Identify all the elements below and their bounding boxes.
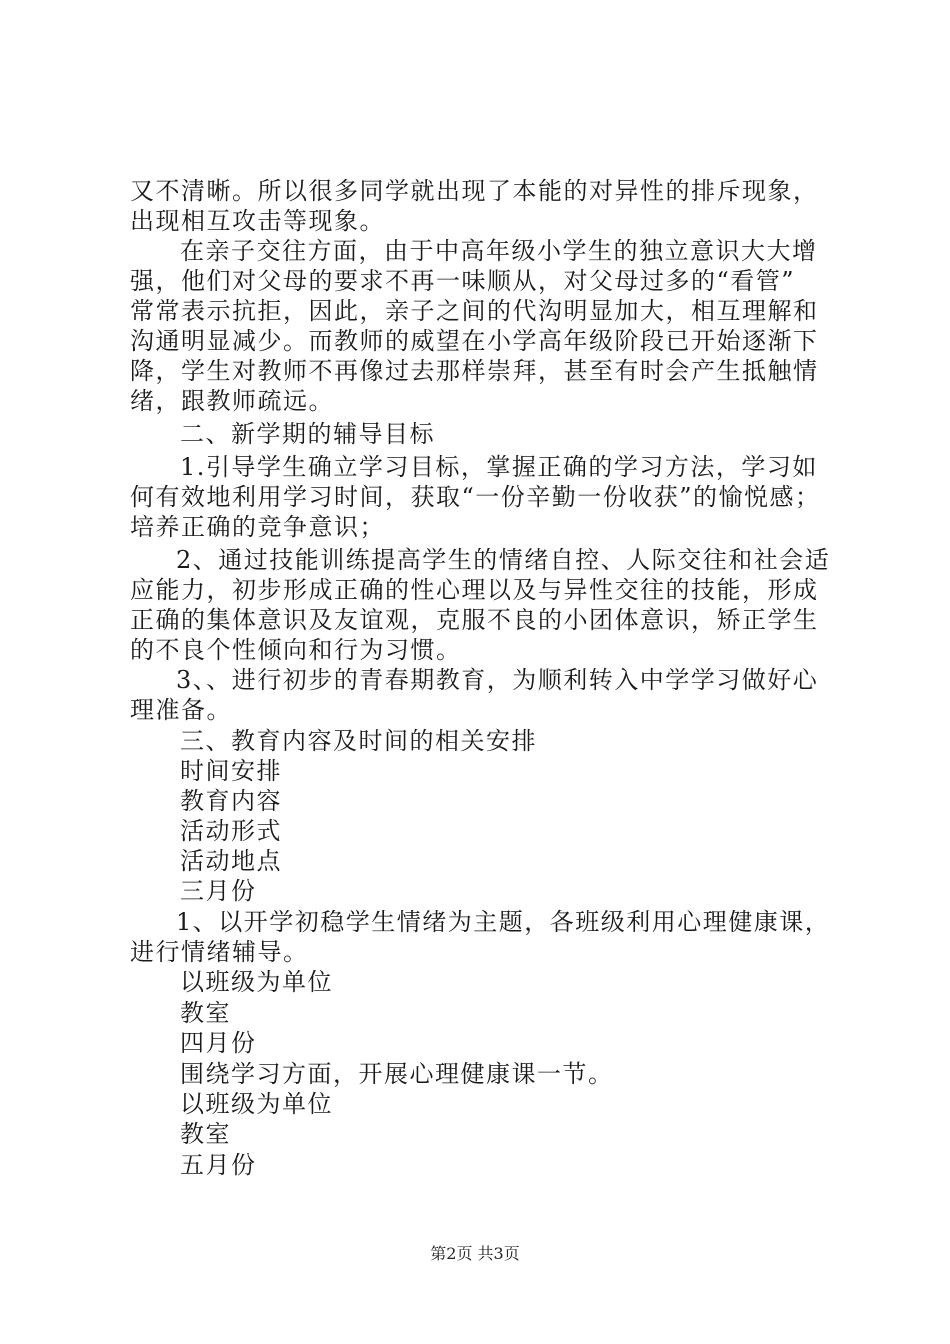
- text-line: 强，他们对父母的要求不再一味顺从，对父母过多的“看管”: [130, 267, 796, 295]
- table-cell: 五月份: [180, 1151, 257, 1179]
- table-cell: 教室: [180, 999, 231, 1027]
- page-footer: 第2页 共3页: [430, 1244, 520, 1263]
- text-line: 何有效地利用学习时间，获取“一份辛勤一份收获”的愉悦感；: [130, 483, 821, 511]
- text-line: 3、、进行初步的青春期教育，为顺利转入中学学习做好心: [176, 666, 819, 694]
- table-cell: 教育内容: [180, 787, 282, 815]
- text-line: 应能力，初步形成正确的性心理以及与异性交往的技能，形成: [130, 576, 819, 604]
- text-line: 1.引导学生确立学习目标，掌握正确的学习方法，学习如: [180, 453, 818, 481]
- table-cell: 以班级为单位: [180, 968, 333, 996]
- section-heading: 二、新学期的辅导目标: [180, 420, 435, 448]
- text-line: 理准备。: [130, 696, 232, 724]
- table-cell: 时间安排: [180, 757, 282, 785]
- table-cell: 三月份: [180, 877, 257, 905]
- table-cell: 教室: [180, 1120, 231, 1148]
- text-line: 培养正确的竞争意识；: [130, 513, 385, 541]
- text-line: 绪，跟教师疏远。: [130, 387, 334, 415]
- table-cell: 进行情绪辅导。: [130, 938, 309, 966]
- table-cell: 活动地点: [180, 847, 282, 875]
- table-cell: 以班级为单位: [180, 1090, 333, 1118]
- text-line: 正确的集体意识及友谊观，克服不良的小团体意识，矫正学生: [130, 606, 819, 634]
- text-line: 在亲子交往方面，由于中高年级小学生的独立意识大大增: [180, 237, 818, 265]
- section-heading: 三、教育内容及时间的相关安排: [180, 727, 537, 755]
- text-line: 沟通明显减少。而教师的威望在小学高年级阶段已开始逐渐下: [130, 327, 819, 355]
- table-cell: 活动形式: [180, 817, 282, 845]
- table-cell: 围绕学习方面，开展心理健康课一节。: [180, 1060, 614, 1088]
- text-line: 常常表示抗拒，因此，亲子之间的代沟明显加大，相互理解和: [130, 297, 819, 325]
- text-line: 降，学生对教师不再像过去那样崇拜，甚至有时会产生抵触情: [130, 357, 819, 385]
- text-line: 出现相互攻击等现象。: [130, 207, 385, 235]
- text-line: 2、通过技能训练提高学生的情绪自控、人际交往和社会适: [176, 546, 831, 574]
- text-line: 又不清晰。所以很多同学就出现了本能的对异性的排斥现象，: [130, 177, 819, 205]
- table-cell: 1、以开学初稳学生情绪为主题，各班级利用心理健康课，: [176, 908, 831, 936]
- text-line: 的不良个性倾向和行为习惯。: [130, 636, 462, 664]
- table-cell: 四月份: [180, 1029, 257, 1057]
